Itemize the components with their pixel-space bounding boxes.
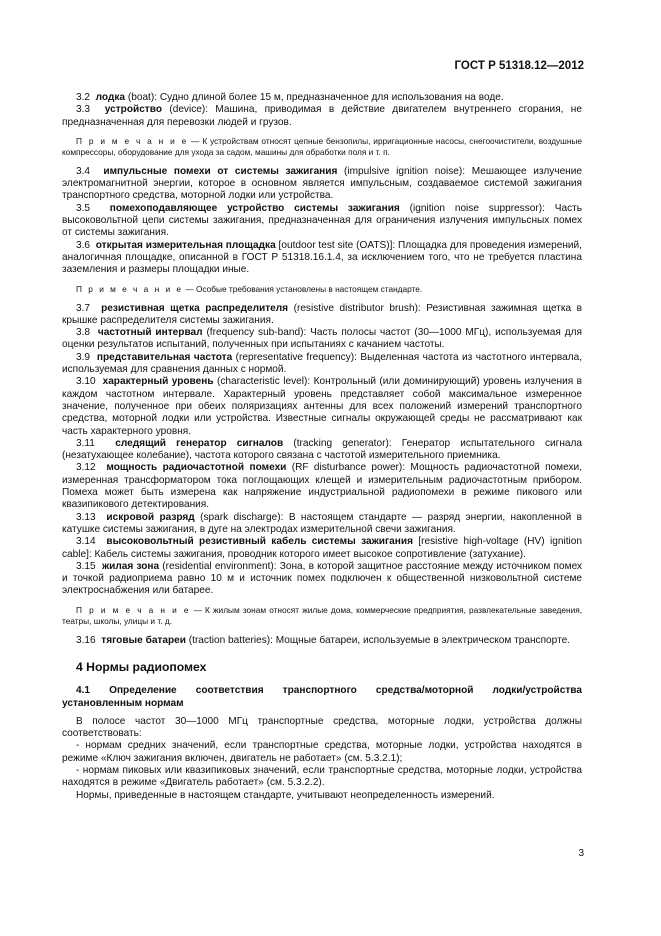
definition-3-3: 3.3 устройство (device): Машина, приводимая в действие двигателем внутреннего сгорания, не предназначенная для перевозки людей и грузов. xyxy=(62,104,582,128)
document-header: ГОСТ Р 51318.12—2012 xyxy=(454,60,584,72)
definition-3-4: 3.4 импульсные помехи от системы зажигания (impulsive ignition noise): Мешающее излучение электромагнитной энергии, которое в основном является импульсным, создаваемое системой зажигания транспортного средства, моторной лодки или устройства. xyxy=(62,165,583,202)
definition-3-16: 3.16 тяговые батареи (traction batteries): Мощные батареи, используемые в электрическом транспорте. xyxy=(76,634,570,646)
term: импульсные помехи от системы зажигания xyxy=(103,165,338,177)
paragraph: В полосе частот 30—1000 МГц транспортные средства, моторные лодки, устройства должны соответствовать: xyxy=(62,715,582,740)
definition-3-12: 3.12 мощность радиочастотной помехи (RF disturbance power): Мощность радиочастотной помехи, измеренная трансформатором тока поглощающих клещей и измерительным радиочастотным прибором. Помеха может быть измерена как напряжение индустриальной радиопомехи в режиме пикового или квазипикового детектирования. xyxy=(62,462,583,511)
term: частотный интервал xyxy=(97,327,203,339)
term: открытая измерительная площадка xyxy=(95,239,276,251)
document-body xyxy=(62,92,582,802)
subsection-title: 4.1 Определение соответствия транспортного средства/моторной лодки/устройства установленным нормам xyxy=(62,685,582,709)
definition-3-9: 3.9 представительная частота (representative frequency): Выделенная частота из частотного интервала, используемая для сравнения данных с нормой. xyxy=(62,351,583,376)
term: резистивная щетка распределителя xyxy=(101,302,289,314)
term: высоковольтный резистивный кабель системы зажигания xyxy=(106,536,413,548)
definition-3-15: 3.15 жилая зона (residential environment): Зона, в которой защитное расстояние между источником помех и точкой радиоприема равно 10 м и источник помех подключен к общественной низковольтной системе электроснабжения или батарее. xyxy=(62,560,583,597)
term: представительная частота xyxy=(96,351,233,363)
definition-3-10: 3.10 характерный уровень (characteristic level): Контрольный (или доминирующий) уровень излучения в каждом частотном интервале. Характерный уровень представляет собой максимальное измеренное значение, полученное при обеих поляризациях антенны для всех положений измерений транспортного средства, моторной лодки или устройства. Известные сигналы окружающей среды не рассматривают как часть характерного уровня. xyxy=(62,376,583,437)
note: П р и м е ч а н и е — К устройствам относят цепные бензопилы, ирригационные насосы, снегоочистители, воздушные компрессоры, оборудование для ухода за садом, машины для обработки поля и т. п. xyxy=(62,135,583,157)
definition-3-14: 3.14 высоковольтный резистивный кабель системы зажигания [resistive high-voltage (HV) ignition cable]: Кабель системы зажигания, проводник которого имеет высокое сопротивление (затухание). xyxy=(62,536,583,560)
term: следящий генератор сигналов xyxy=(115,437,284,449)
term: лодка xyxy=(95,92,126,103)
term: мощность радиочастотной помехи xyxy=(106,462,287,474)
definition-3-11: 3.11 следящий генератор сигналов (tracking generator): Генератор испытательного сигнала (незатухающее колебание), частота которого связана с частотой измерительного приемника. xyxy=(62,437,583,462)
definition-3-13: 3.13 искровой разряд (spark discharge): В настоящем стандарте — разряд энергии, накопленной в катушке системы зажигания, в дуге на электродах измерительной свечи зажигания. xyxy=(62,511,582,535)
term: характерный уровень xyxy=(102,376,214,388)
definition-3-6: 3.6 открытая измерительная площадка [outdoor test site (OATS)]: Площадка для проведения измерений, аналогичная площадке, описанной в ГОСТ Р 51318.16.1.4, за исключением того, что не требуется пластина заземления и размеры площадки иные. xyxy=(62,239,582,276)
list-item: - нормам пиковых или квазипиковых значений, если транспортные средства, моторные лодки, устройства находятся в режиме «Двигатель работает» (см. 5.3.2.2). xyxy=(62,765,582,789)
term: искровой разряд xyxy=(106,511,195,523)
term: устройство xyxy=(104,104,162,116)
definition-3-7: 3.7 резистивная щетка распределителя (resistive distributor brush): Резистивная зажимная щетка в крышке распределителя системы зажигания. xyxy=(62,302,583,326)
list-item: - нормам средних значений, если транспортные средства, моторные лодки, устройства находятся в режиме «Ключ зажигания включен, двигатель не работает» (см. 5.3.2.1); xyxy=(62,740,582,764)
definition-3-2: 3.2 лодка (boat): Судно длиной более 15 м, предназначенное для использования на воде. xyxy=(76,92,504,103)
note: П р и м е ч а н и е — Особые требования установлены в настоящем стандарте. xyxy=(76,283,423,294)
definition-3-8: 3.8 частотный интервал (frequency sub-band): Часть полосы частот (30—1000 МГц), используемая для оценки результатов испытаний, полученных при испытаниях с качанием частоты. xyxy=(62,327,583,351)
term: помехоподавляющее устройство системы зажигания xyxy=(109,202,400,214)
section-title: 4 Нормы радиопомех xyxy=(76,659,207,674)
paragraph: Нормы, приведенные в настоящем стандарте, учитывают неопределенность измерений. xyxy=(76,789,495,801)
definition-3-5: 3.5 помехоподавляющее устройство системы зажигания (ignition noise suppressor): Часть высоковольтной цепи системы зажигания, предназначенная для ограничения излучения импульсных помех от системы зажигания. xyxy=(62,202,583,239)
page-number: 3 xyxy=(578,848,584,859)
term: тяговые батареи xyxy=(101,634,186,646)
term: жилая зона xyxy=(102,560,160,572)
note: П р и м е ч а н и е — К жилым зонам относят жилые дома, коммерческие предприятия, развлекательные заведения, театры, школы, улицы и т. д. xyxy=(62,604,582,626)
